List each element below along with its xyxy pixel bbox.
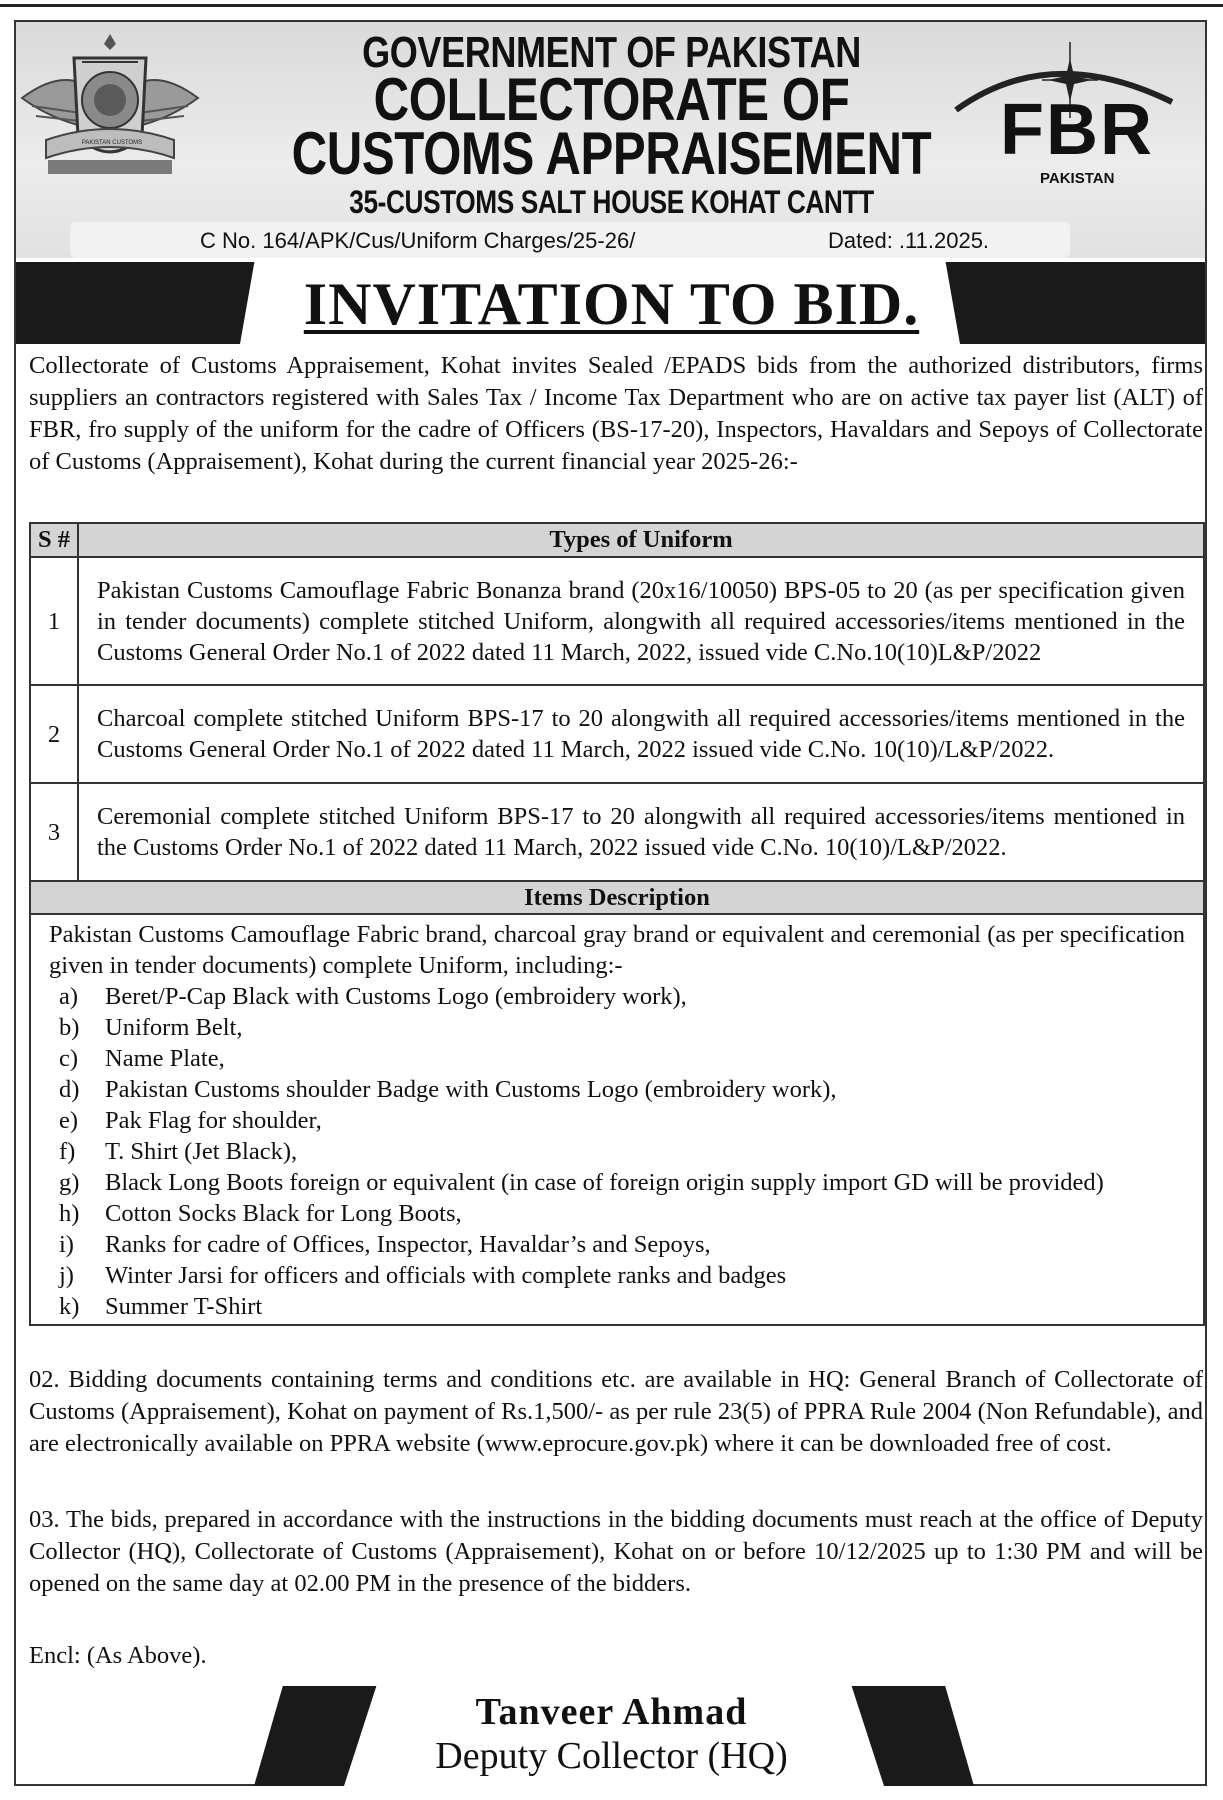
item-letter: e) xyxy=(59,1107,79,1134)
item-text: Name Plate, xyxy=(105,1045,225,1072)
top-rule xyxy=(0,4,1223,7)
reference-date: Dated: .11.2025. xyxy=(828,228,990,253)
item-letter: a) xyxy=(59,983,79,1010)
items-heading-row xyxy=(30,881,1204,914)
item-text: Winter Jarsi for officers and officials with complete ranks and badges xyxy=(105,1262,787,1289)
item-letter: g) xyxy=(59,1169,80,1196)
customs-emblem-text: PAKISTAN CUSTOMS xyxy=(81,140,143,146)
item-letter: j) xyxy=(59,1262,74,1289)
item-letter: c) xyxy=(59,1045,79,1072)
item-text: Pak Flag for shoulder, xyxy=(105,1107,322,1134)
item-text: Beret/P-Cap Black with Customs Logo (embroidery work), xyxy=(105,983,687,1010)
items-intro: Pakistan Customs Camouflage Fabric brand, charcoal gray brand or equivalent and ceremonial (as per specification given in tender documents) complete Uniform, including:- xyxy=(49,921,1185,979)
item-text: Cotton Socks Black for Long Boots, xyxy=(105,1200,462,1227)
list-item xyxy=(49,1198,1185,1229)
office-address: 35-CUSTOMS SALT HOUSE KOHAT CANTT xyxy=(349,184,874,220)
fbr-wordmark: FBR xyxy=(1000,90,1154,170)
list-item xyxy=(49,1043,1185,1074)
list-item xyxy=(49,981,1185,1012)
list-item xyxy=(49,1167,1185,1198)
bid-submission-paragraph: 03. The bids, prepared in accordance with the instructions in the bidding documents must reach at the office of Deputy Collector (HQ), Collectorate of Customs (Appraisement), Kohat on or before 10/12/2025 up to 1:30 PM and will be opened on the same day at 02.00 PM in the presence of the bidders. xyxy=(29,1506,1203,1597)
items-row xyxy=(30,914,1204,1325)
intro-paragraph: Collectorate of Customs Appraisement, Kohat invites Sealed /EPADS bids from the authorized distributors, firms suppliers an contractors registered with Sales Tax / Income Tax Department who are on active tax payer list (ALT) of FBR, fro supply of the uniform for the cadre of Officers (BS-17-20), Inspectors, Havaldars and Sepoys of Collectorate of Customs (Appraisement), Kohat during the current financial year 2025-26:- xyxy=(29,352,1203,475)
government-heading: GOVERNMENT OF PAKISTAN xyxy=(362,28,861,77)
collectorate-heading-line2: CUSTOMS APPRAISEMENT xyxy=(291,120,932,187)
collectorate-heading-line1: COLLECTORATE OF xyxy=(373,66,850,133)
signatory-designation: Deputy Collector (HQ) xyxy=(435,1735,788,1777)
item-text: Uniform Belt, xyxy=(105,1014,243,1041)
fbr-country: PAKISTAN xyxy=(1040,170,1115,187)
list-item xyxy=(49,1291,1185,1322)
page-title: INVITATION TO BID. xyxy=(303,271,920,337)
row-description: Charcoal complete stitched Uniform BPS-17 to 20 alongwith all required accessories/items mentioned in the Customs General Order No.1 of 2022 dated 11 March, 2022 issued vide C.No. 10(10)/L&P/2022. xyxy=(78,685,1204,783)
bidding-documents-paragraph: 02. Bidding documents containing terms and conditions etc. are available in HQ: General Branch of Collectorate of Customs (Appraisement), Kohat on payment of Rs.1,500/- as per rule 23(5) of PPRA Rule 2004 (Non Refundable), and are electronically available on PPRA website (www.eprocure.gov.pk) where it can be downloaded free of cost. xyxy=(29,1366,1203,1457)
list-item xyxy=(49,1012,1185,1043)
uniform-table xyxy=(29,522,1205,1326)
row-sno: 2 xyxy=(30,685,78,783)
col-header-types: Types of Uniform xyxy=(78,523,1204,557)
table-row xyxy=(30,783,1204,881)
signatory-name: Tanveer Ahmad xyxy=(475,1691,748,1733)
item-text: T. Shirt (Jet Black), xyxy=(105,1138,298,1165)
list-item xyxy=(49,1229,1185,1260)
items-cell xyxy=(30,914,1204,1325)
item-letter: k) xyxy=(59,1293,80,1320)
col-header-sno: S # xyxy=(30,523,78,557)
table-row xyxy=(30,685,1204,783)
item-letter: h) xyxy=(59,1200,80,1227)
item-text: Summer T-Shirt xyxy=(105,1293,263,1320)
list-item xyxy=(49,1105,1185,1136)
list-item xyxy=(49,1074,1185,1105)
list-item xyxy=(49,1260,1185,1291)
table-row xyxy=(30,557,1204,685)
item-letter: b) xyxy=(59,1014,80,1041)
items-heading: Items Description xyxy=(30,881,1204,914)
item-letter: i) xyxy=(59,1231,74,1258)
list-item xyxy=(49,1136,1185,1167)
item-text: Ranks for cadre of Offices, Inspector, Havaldar’s and Sepoys, xyxy=(105,1231,711,1258)
row-description: Pakistan Customs Camouflage Fabric Bonanza brand (20x16/10050) BPS-05 to 20 (as per specification given in tender documents) complete stitched Uniform, alongwith all required accessories/items mentioned in the Customs General Order No.1 of 2022 dated 11 March, 2022, issued vide C.No.10(10)L&P/2022 xyxy=(78,557,1204,685)
table-header-row xyxy=(30,523,1204,557)
row-sno: 1 xyxy=(30,557,78,685)
item-text: Black Long Boots foreign or equivalent (in case of foreign origin supply import GD will be provided) xyxy=(105,1169,1104,1196)
row-description: Ceremonial complete stitched Uniform BPS-17 to 20 alongwith all required accessories/items mentioned in the Customs Order No.1 of 2022 dated 11 March, 2022 issued vide C.No. 10(10)/L&P/2022. xyxy=(78,783,1204,881)
item-text: Pakistan Customs shoulder Badge with Customs Logo (embroidery work), xyxy=(105,1076,837,1103)
row-sno: 3 xyxy=(30,783,78,881)
enclosure-note: Encl: (As Above). xyxy=(29,1642,207,1669)
item-letter: d) xyxy=(59,1076,80,1103)
reference-number: C No. 164/APK/Cus/Uniform Charges/25-26/ xyxy=(200,228,636,253)
item-letter: f) xyxy=(59,1138,76,1165)
